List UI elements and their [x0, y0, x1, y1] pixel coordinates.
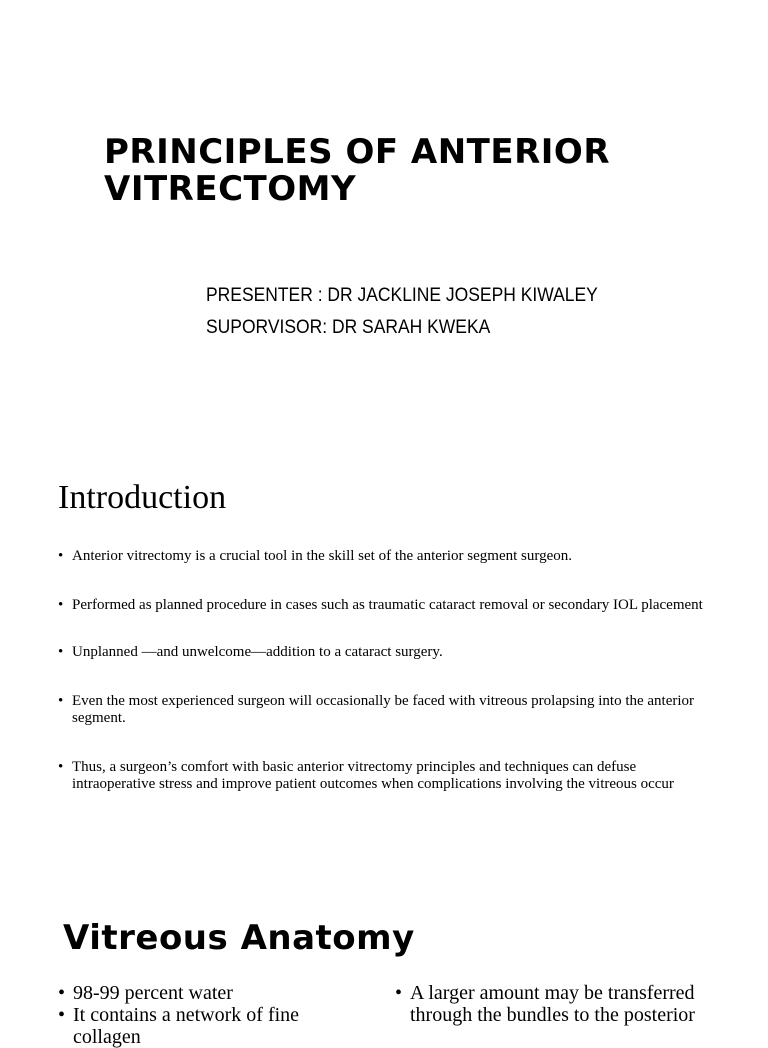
- presenter-name: PRESENTER : DR JACKLINE JOSEPH KIWALEY: [206, 285, 598, 306]
- bullet-text: Performed as planned procedure in cases such as traumatic cataract removal or secondary IOL placement: [72, 596, 703, 613]
- bullet-icon: •: [58, 1004, 66, 1026]
- bullet-icon: •: [58, 692, 64, 709]
- right-bullet-column: [395, 982, 725, 1026]
- list-item: [58, 759, 708, 794]
- title-slide: [0, 0, 768, 432]
- list-item: [58, 982, 368, 1004]
- bullet-text: A larger amount may be transferred through the bundles to the posterior: [410, 982, 695, 1026]
- list-item: [395, 982, 725, 1026]
- presenter-block: [206, 280, 684, 344]
- list-item: [58, 644, 708, 662]
- bullet-text: Anterior vitrectomy is a crucial tool in the skill set of the anterior segment surgeon.: [72, 548, 573, 564]
- bullet-icon: •: [58, 982, 66, 1004]
- bullet-icon: •: [58, 548, 64, 564]
- vitreous-anatomy-title: Vitreous Anatomy: [63, 918, 415, 958]
- list-item: [58, 548, 708, 566]
- bullet-text: 98-99 percent water: [73, 982, 233, 1004]
- bullet-text: Thus, a surgeon’s comfort with basic anterior vitrectomy principles and techniques can defuse intraoperative stress and improve patient outcomes when complications involving the vitreous occur: [72, 758, 674, 792]
- bullet-text: Even the most experienced surgeon will occasionally be faced with vitreous prolapsing into the anterior segment.: [72, 692, 695, 726]
- bullet-icon: •: [58, 758, 64, 775]
- bullet-icon: •: [58, 644, 64, 660]
- title-line-1: PRINCIPLES OF ANTERIOR: [104, 132, 611, 172]
- bullet-icon: •: [395, 982, 403, 1004]
- bullet-icon: •: [58, 596, 64, 613]
- introduction-title: Introduction: [58, 479, 227, 516]
- list-item: [58, 597, 708, 615]
- presentation-title: [104, 134, 724, 208]
- bullet-text: It contains a network of fine collagen: [73, 1004, 300, 1048]
- list-item: [58, 1004, 368, 1048]
- supervisor-name: SUPORVISOR: DR SARAH KWEKA: [206, 317, 491, 338]
- introduction-slide: [0, 432, 768, 874]
- left-bullet-column: [58, 982, 368, 1048]
- vitreous-anatomy-slide: [0, 874, 768, 1048]
- title-line-2: VITRECTOMY: [104, 169, 357, 209]
- bullet-text: Unplanned —and unwelcome—addition to a cataract surgery.: [72, 644, 443, 660]
- list-item: [58, 693, 708, 728]
- introduction-bullet-list: [58, 548, 708, 794]
